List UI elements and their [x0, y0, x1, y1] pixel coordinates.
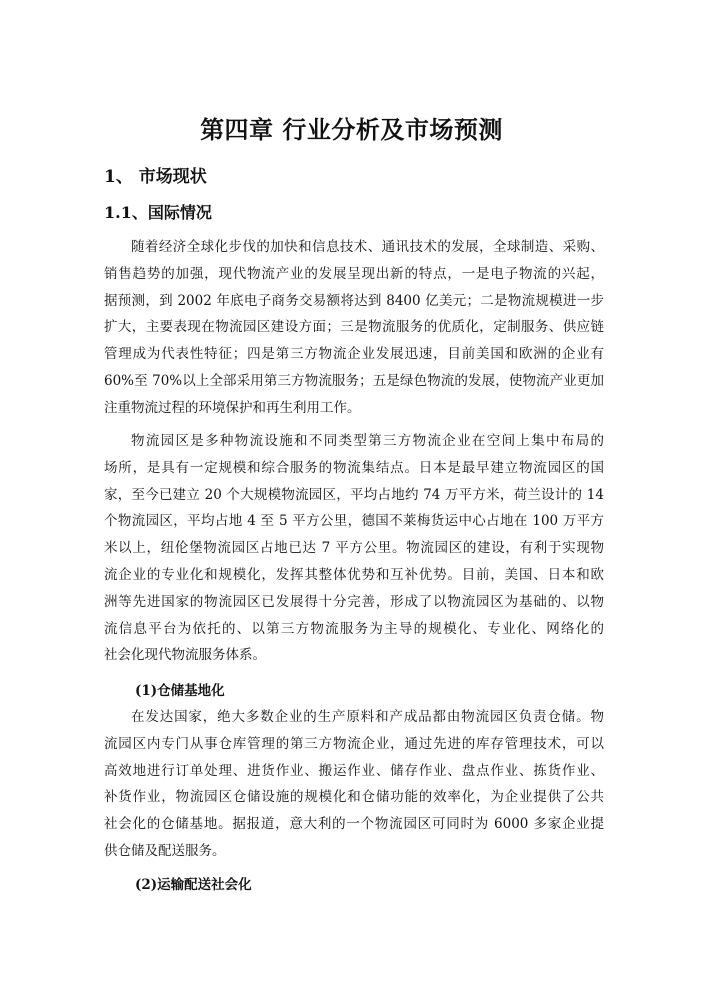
paragraph-line: 流企业的专业化和规模化，发挥其整体优势和互补优势。目前，美国、日本和欧 — [104, 566, 604, 583]
subheading-transport: (2)运输配送社会化 — [135, 877, 252, 893]
paragraph-line: 米以上，纽伦堡物流园区占地已达 7 平方公里。物流园区的建设，有利于实现物 — [104, 540, 604, 557]
paragraph-line: 社会化现代物流服务体系。 — [104, 647, 266, 664]
paragraph-line: 据预测，到 2002 年底电子商务交易额将达到 8400 亿美元；二是物流规模进一步 — [104, 292, 604, 309]
chapter-title: 第四章 行业分析及市场预测 — [200, 115, 503, 144]
paragraph-warehousing — [104, 704, 604, 865]
paragraph-line: 个物流园区，平均占地 4 至 5 平方公里，德国不莱梅货运中心占地在 100 万平方 — [104, 513, 604, 530]
section-heading-international: 1.1、国际情况 — [104, 203, 212, 222]
paragraph-line: 流信息平台为依托的、以第三方物流服务为主导的规模化、专业化、网络化的 — [104, 620, 604, 637]
paragraph-line: 注重物流过程的环境保护和再生利用工作。 — [104, 399, 361, 416]
paragraph-line: 场所，是具有一定规模和综合服务的物流集结点。日本是最早建立物流园区的国 — [104, 459, 604, 476]
paragraph-line: 在发达国家，绝大多数企业的生产原料和产成品都由物流园区负责仓储。物 — [131, 709, 604, 725]
paragraph-line: 管理成为代表性特征；四是第三方物流企业发展迅速，目前美国和欧洲的企业有 — [104, 346, 604, 363]
paragraph-line: 家，至今已建立 20 个大规模物流园区，平均占地约 74 万平方米，荷兰设计的 14 — [104, 486, 604, 503]
section-heading-market-status: 1、 市场现状 — [104, 167, 207, 187]
paragraph-line: 社会化的仓储基地。据报道，意大利的一个物流园区可同时为 6000 多家企业提 — [104, 816, 604, 833]
paragraph-line: 随着经济全球化步伐的加快和信息技术、通讯技术的发展，全球制造、采购、 — [131, 239, 604, 255]
paragraph-line: 高效地进行订单处理、进货作业、搬运作业、储存作业、盘点作业、拣货作业、 — [104, 762, 604, 779]
paragraph-logistics-parks — [104, 428, 604, 669]
subheading-warehousing: (1)仓储基地化 — [135, 683, 225, 699]
paragraph-line: 流园区内专门从事仓库管理的第三方物流企业，通过先进的库存管理技术，可以 — [104, 735, 604, 752]
paragraph-line: 补货作业，物流园区仓储设施的规模化和仓储功能的效率化，为企业提供了公共 — [104, 789, 604, 806]
paragraph-line: 洲等先进国家的物流园区已发展得十分完善，形成了以物流园区为基础的、以物 — [104, 593, 604, 610]
paragraph-line: 扩大，主要表现在物流园区建设方面；三是物流服务的优质化，定制服务、供应链 — [104, 319, 604, 336]
paragraph-line: 物流园区是多种物流设施和不同类型第三方物流企业在空间上集中布局的 — [131, 433, 604, 449]
paragraph-global-logistics — [104, 234, 604, 422]
paragraph-line: 60%至 70%以上全部采用第三方物流服务；五是绿色物流的发展，使物流产业更加 — [104, 372, 604, 389]
paragraph-line: 销售趋势的加强，现代物流产业的发展呈现出新的特点，一是电子物流的兴起， — [104, 265, 604, 282]
paragraph-line: 供仓储及配送服务。 — [104, 842, 226, 859]
